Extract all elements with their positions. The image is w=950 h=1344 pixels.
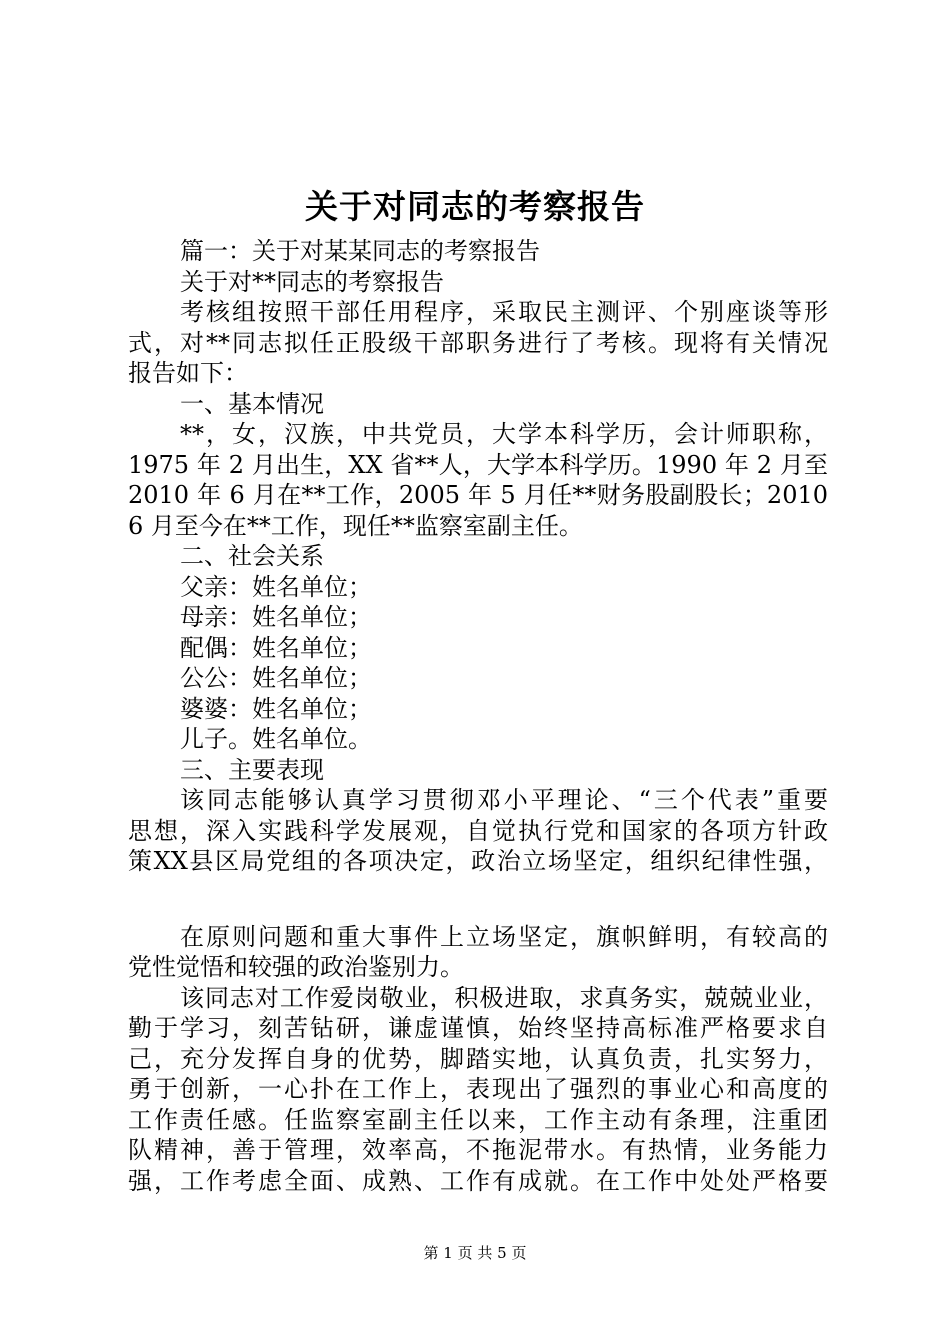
text-line: 强，工作考虑全面、成熟、工作有成就。在工作中处处严格要 [128,1166,828,1195]
text-line: 策XX县区局党组的各项决定，政治立场坚定，组织纪律性强， [128,847,828,875]
text-line: 式，对**同志拟任正股级干部职务进行了考核。现将有关情况 [128,328,828,357]
text-line: 1975 年 2 月出生，XX 省**人，大学本科学历。1990 年 2 月至 [128,450,828,479]
text-line: 工作责任感。任监察室副主任以来，工作主动有条理，注重团 [128,1105,828,1134]
text-line: 党性觉悟和较强的政治鉴别力。 [128,953,464,981]
text-line: 考核组按照干部任用程序，采取民主测评、个别座谈等形 [180,298,828,326]
text-line: 婆婆：姓名单位； [180,694,372,723]
page-footer: 第 1 页 共 5 页 [423,1244,527,1262]
text-line: 2010 年 6 月在**工作，2005 年 5 月任**财务股副股长；2010 [128,481,828,509]
text-line: 二、社会关系 [180,542,324,570]
text-line: 在原则问题和重大事件上立场坚定，旗帜鲜明，有较高的 [180,922,828,951]
text-line: 勇于创新，一心扑在工作上，表现出了强烈的事业心和高度的 [128,1075,828,1103]
document-title: 关于对同志的考察报告 [305,187,645,226]
text-line: 篇一：关于对某某同志的考察报告 [180,237,540,265]
text-line: 母亲：姓名单位； [180,603,372,631]
text-line: **，女，汉族，中共党员，大学本科学历，会计师职称， [180,420,828,448]
text-line: 思想，深入实践科学发展观，自觉执行党和国家的各项方针政 [128,816,828,845]
text-line: 关于对**同志的考察报告 [180,267,444,296]
text-line: 己，充分发挥自身的优势，脚踏实地，认真负责，扎实努力， [128,1044,828,1073]
document-body [128,236,828,1196]
text-line: 父亲：姓名单位； [180,572,372,601]
text-line: 公公：姓名单位； [180,664,372,692]
text-line: 勤于学习，刻苦钻研，谦虚谨慎，始终坚持高标准严格要求自 [128,1014,828,1042]
text-line: 儿子。姓名单位。 [180,725,372,753]
paragraph-gap [128,877,828,922]
text-line: 该同志能够认真学习贯彻邓小平理论、“三个代表”重要 [180,786,828,814]
text-line: 配偶：姓名单位； [180,633,372,662]
text-line: 6 月至今在**工作，现任**监察室副主任。 [128,511,583,540]
text-line: 三、主要表现 [180,755,324,784]
text-line: 队精神，善于管理，效率高，不拖泥带水。有热情，业务能力 [128,1136,828,1164]
text-line: 一、基本情况 [180,389,324,418]
text-line: 报告如下： [128,359,248,387]
text-line: 该同志对工作爱岗敬业，积极进取，求真务实，兢兢业业， [180,983,828,1012]
